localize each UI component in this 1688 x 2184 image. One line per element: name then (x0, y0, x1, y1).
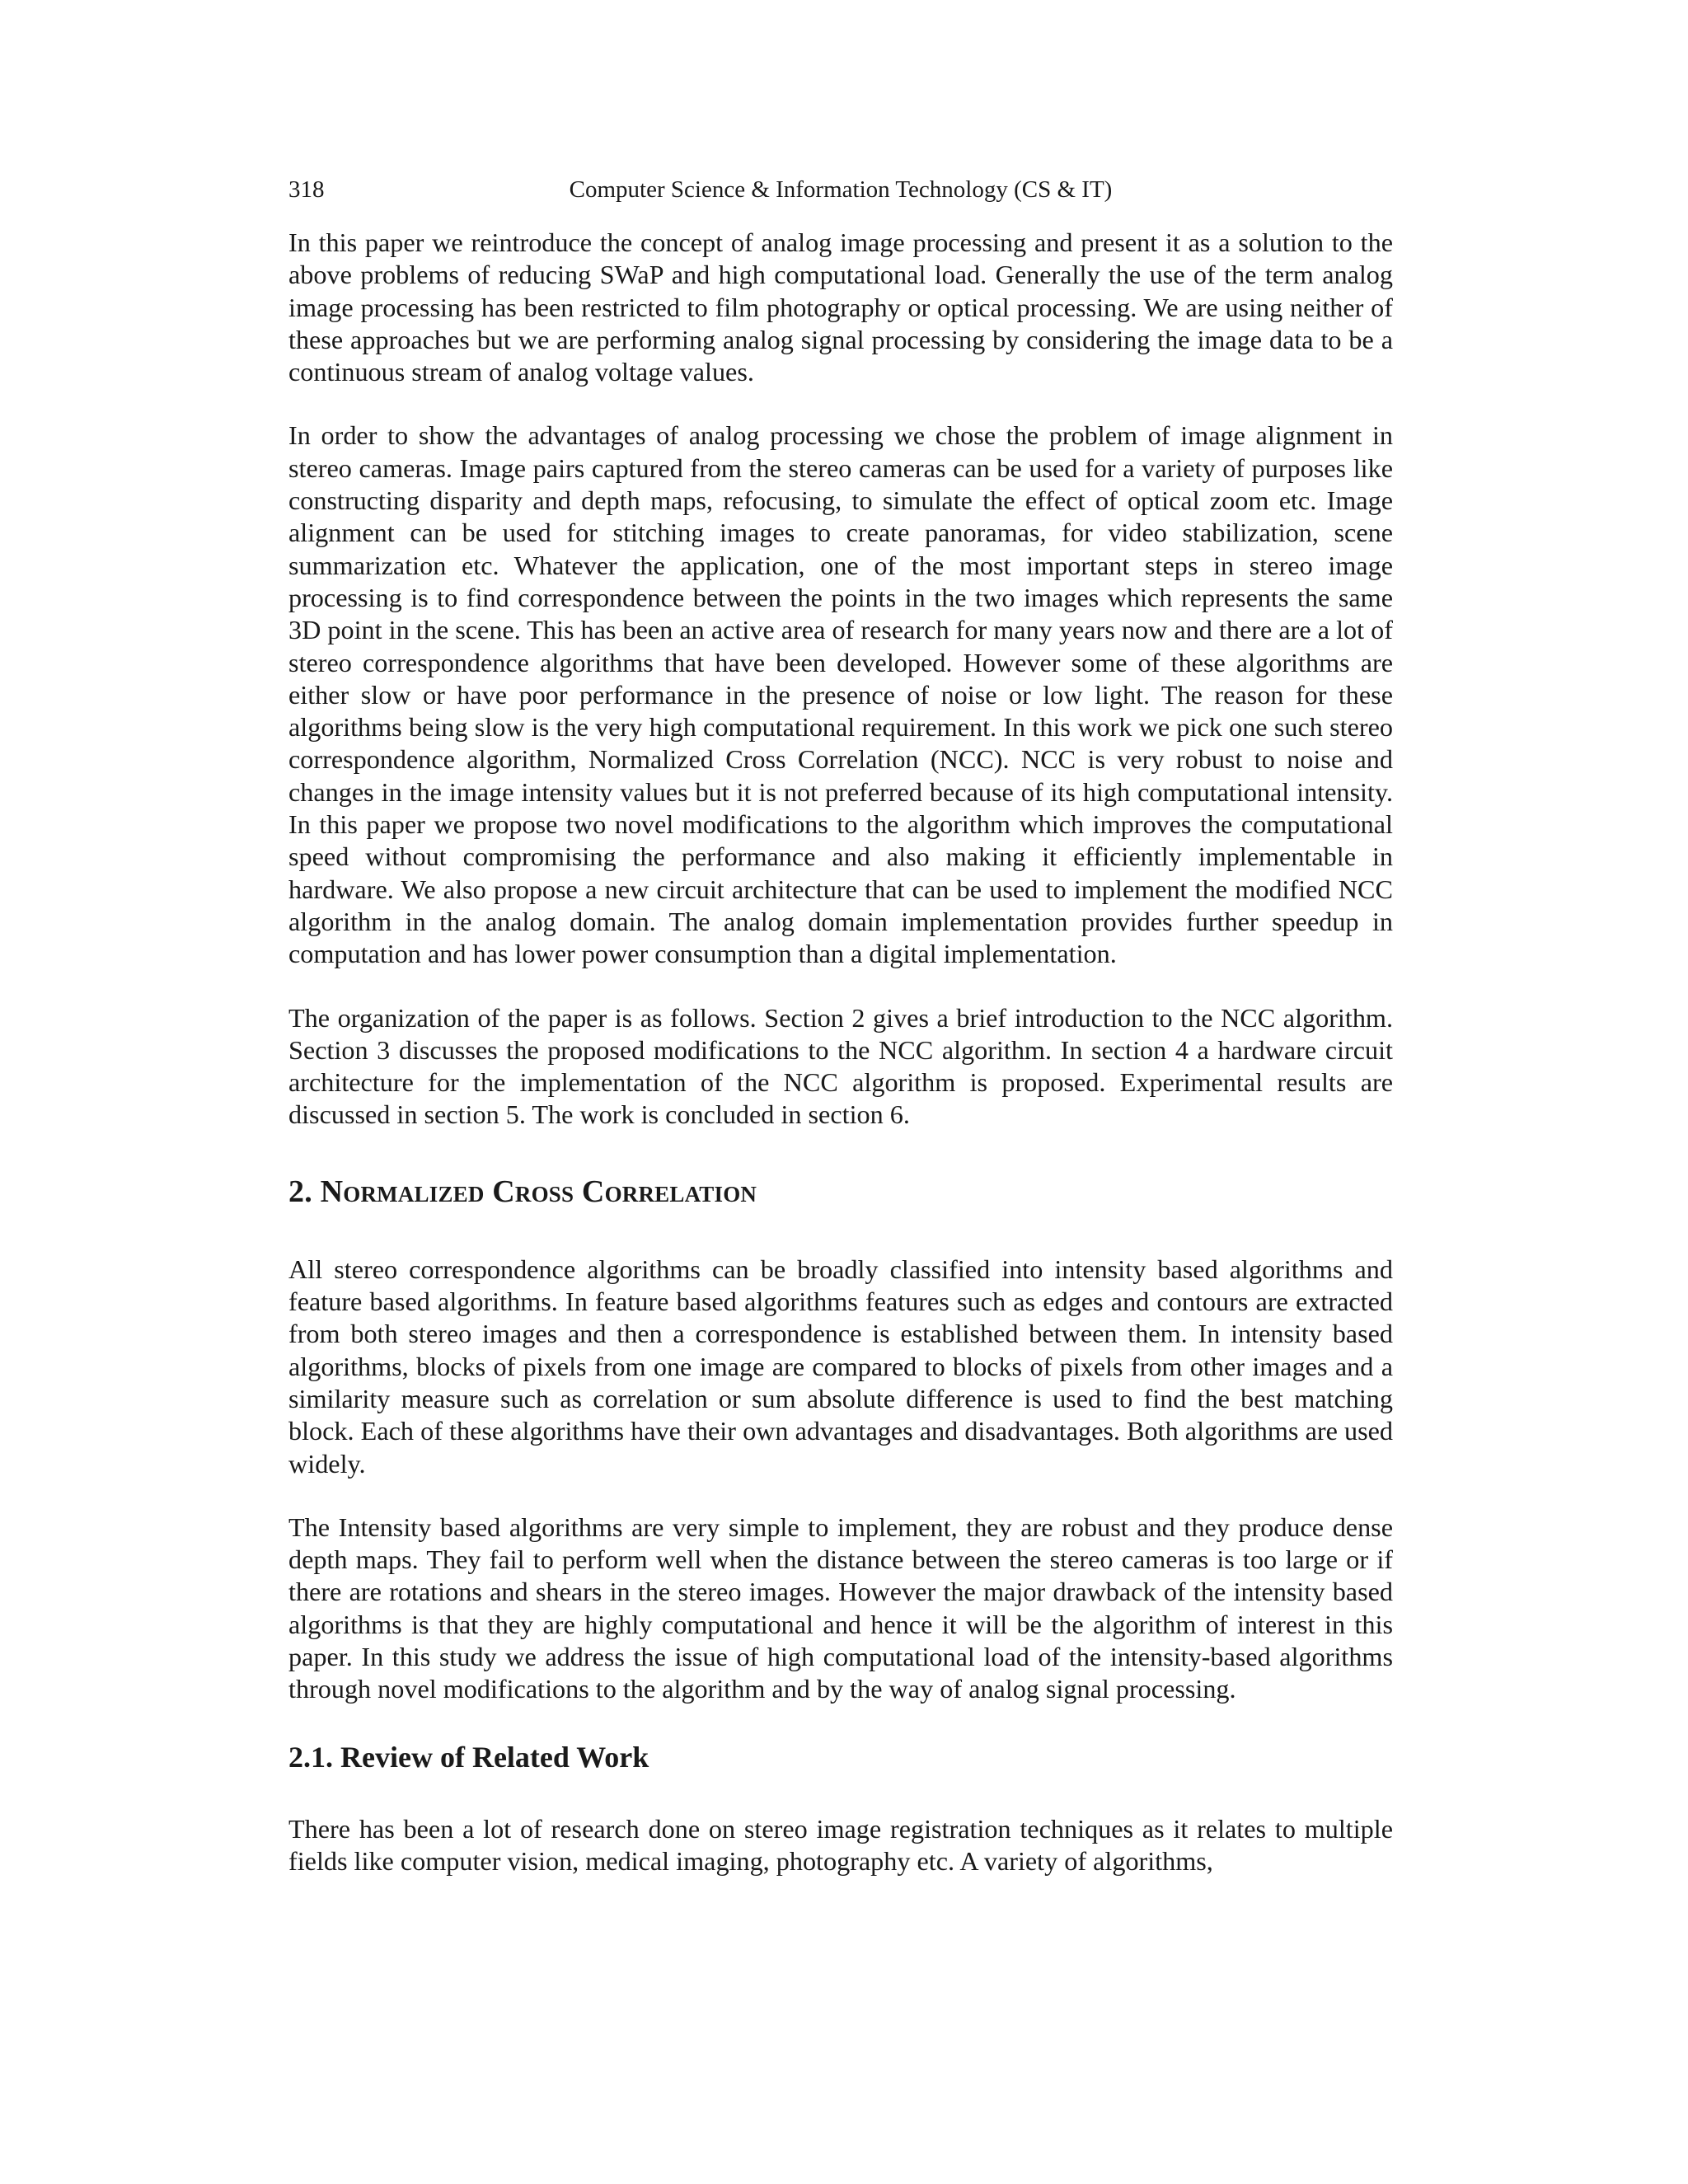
page-number: 318 (288, 176, 325, 203)
paper-page (288, 169, 1393, 1877)
body-paragraph: All stereo correspondence algorithms can be broadly classified into intensity based algorithms and feature based algorithms. In feature based algorithms features such as edges and contours are extracted from both stereo images and then a correspondence is established between them. In intensity based algorithms, blocks of pixels from one image are compared to blocks of pixels from other images and a similarity measure such as correlation or sum absolute difference is used to find the best matching block. Each of these algorithms have their own advantages and disadvantages. Both algorithms are used widely. (288, 1254, 1393, 1479)
body-paragraph: The Intensity based algorithms are very simple to implement, they are robust and they produce dense depth maps. They fail to perform well when the distance between the stereo cameras is too large or if there are rotations and shears in the stereo images. However the major drawback of the intensity based algorithms is that they are highly computational and hence it will be the algorithm of interest in this paper. In this study we address the issue of high computational load of the intensity-based algorithms through novel modifications to the algorithm and by the way of analog signal processing. (288, 1511, 1393, 1704)
section-normalized-cross-correlation (288, 1173, 1393, 1706)
body-paragraph: There has been a lot of research done on stereo image registration techniques as it relates to multiple fields like computer vision, medical imaging, photography etc. A variety of algorithms, (288, 1813, 1393, 1876)
intro-section (288, 227, 1393, 1132)
running-header (288, 169, 1393, 210)
body-paragraph: In order to show the advantages of analog processing we chose the problem of image alignment in stereo cameras. Image pairs captured from the stereo cameras can be used for a variety of purposes like constructing disparity and depth maps, refocusing, to simulate the effect of optical zoom etc. Image alignment can be used for stitching images to create panoramas, for video stabilization, scene summarization etc. Whatever the application, one of the most important steps in stereo image processing is to find correspondence between the points in the two images which represents the same 3D point in the scene. This has been an active area of research for many years now and there are a lot of stereo correspondence algorithms that have been developed. However some of these algorithms are either slow or have poor performance in the presence of noise or low light. The reason for these algorithms being slow is the very high computational requirement. In this work we pick one such stereo correspondence algorithm, Normalized Cross Correlation (NCC). NCC is very robust to noise and changes in the image intensity values but it is not preferred because of its high computational intensity. In this paper we propose two novel modifications to the algorithm which improves the computational speed without compromising the performance and also making it efficiently implementable in hardware. We also propose a new circuit architecture that can be used to implement the modified NCC algorithm in the analog domain. The analog domain implementation provides further speedup in computation and has lower power consumption than a digital implementation. (288, 420, 1393, 969)
subsection-review-related-work (288, 1739, 1393, 1878)
subsection-heading: 2.1. Review of Related Work (288, 1740, 649, 1774)
journal-title: Computer Science & Information Technology (CS & IT) (569, 176, 1113, 203)
body-paragraph: In this paper we reintroduce the concept of analog image processing and present it as a solution to the above problems of reducing SWaP and high computational load. Generally the use of the term analog image processing has been restricted to film photography or optical processing. We are using neither of these approaches but we are performing analog signal processing by considering the image data to be a continuous stream of analog voltage values. (288, 227, 1393, 387)
body-paragraph: The organization of the paper is as follows. Section 2 gives a brief introduction to the NCC algorithm. Section 3 discusses the proposed modifications to the NCC algorithm. In section 4 a hardware circuit architecture for the implementation of the NCC algorithm is proposed. Experimental results are discussed in section 5. The work is concluded in section 6. (288, 1002, 1393, 1130)
section-heading: 2. Normalized Cross Correlation (288, 1174, 757, 1209)
